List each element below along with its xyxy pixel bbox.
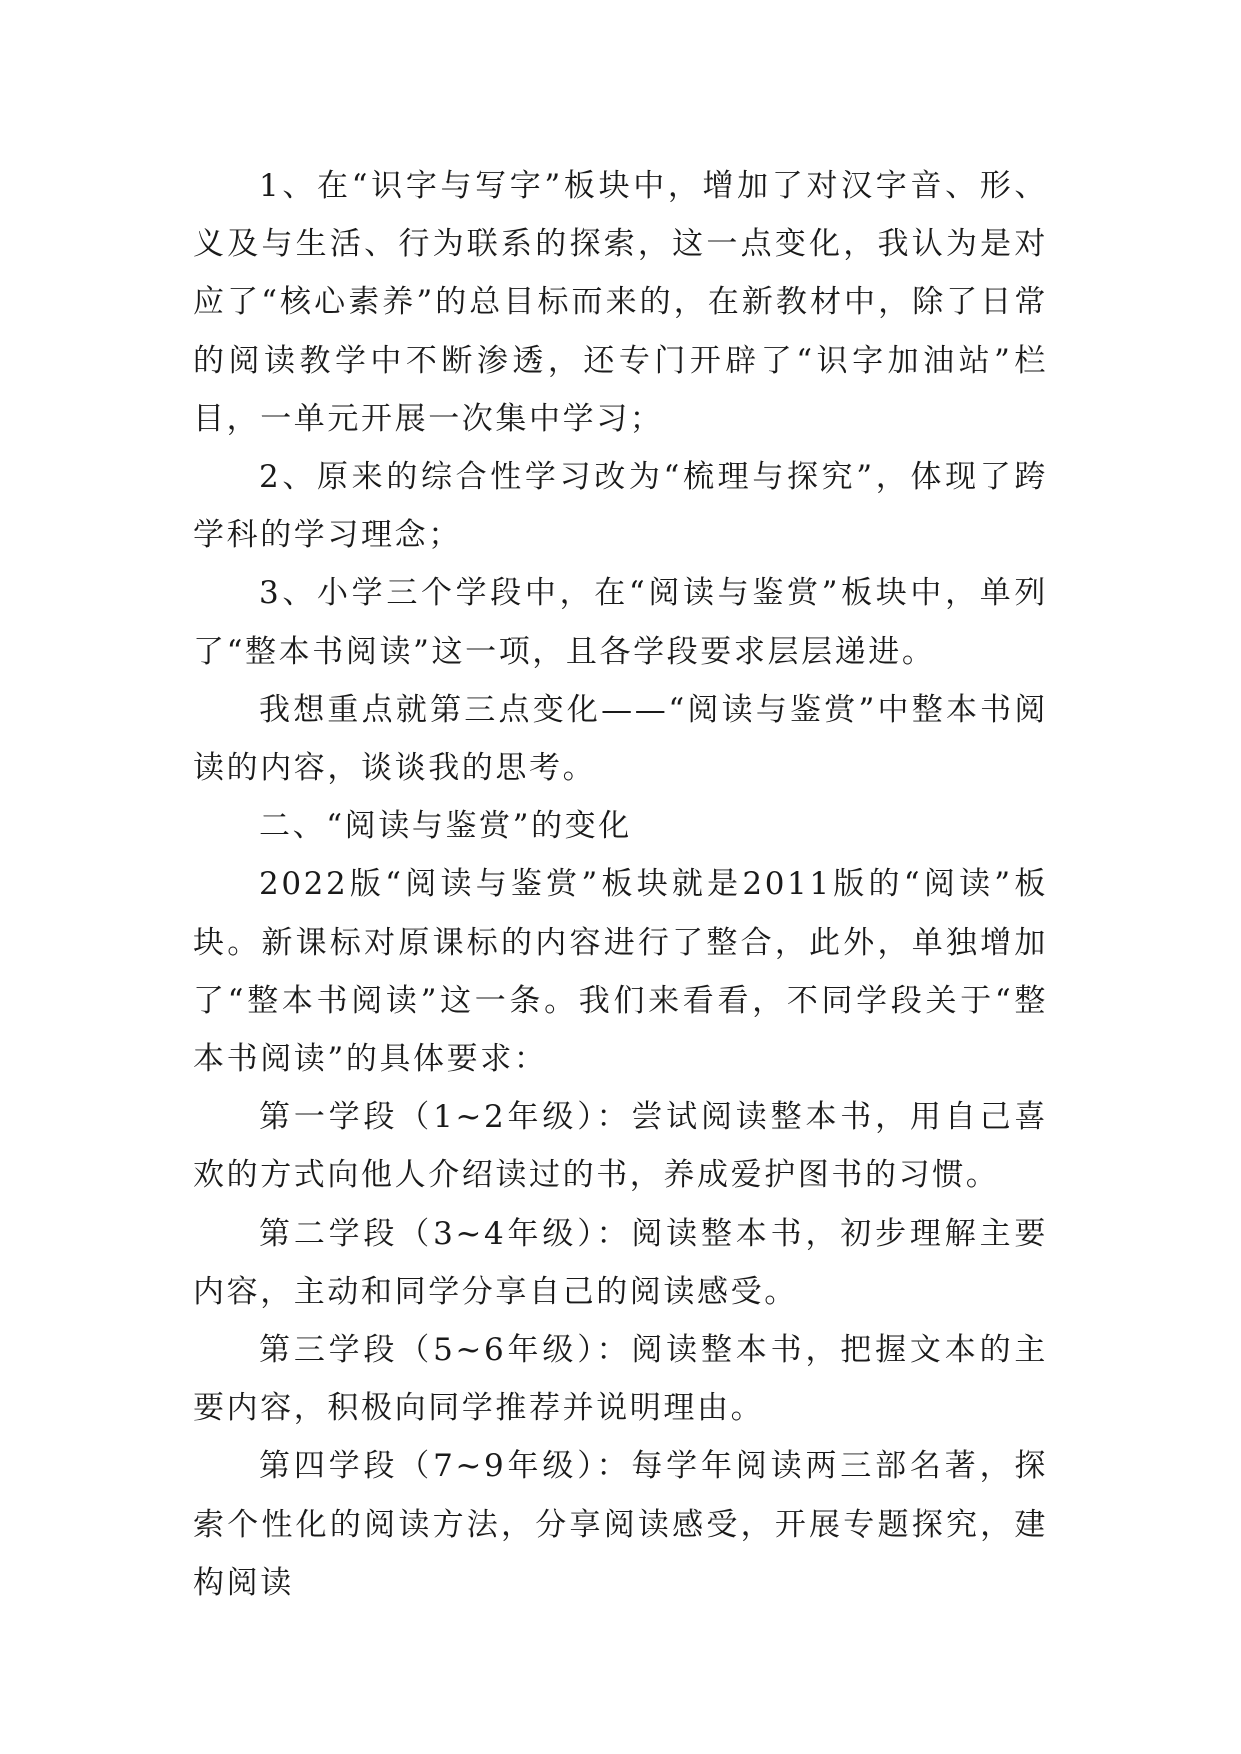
paragraph-reading-appreciation: 3、小学三个学段中，在“阅读与鉴赏”板块中，单列了“整本书阅读”这一项，且各学段要求层层递进。	[193, 575, 1048, 670]
paragraph-2022-version: 2022版“阅读与鉴赏”板块就是2011版的“阅读”板块。新课标对原课标的内容进行了整合，此外，单独增加了“整本书阅读”这一条。我们来看看，不同学段关于“整本书阅读”的具体要求：	[193, 866, 1048, 1078]
paragraph-focus-statement: 我想重点就第三点变化——“阅读与鉴赏”中整本书阅读的内容，谈谈我的思考。	[193, 691, 1048, 787]
paragraph-stage-four: 第四学段（7~9年级）：每学年阅读两三部名著，探索个性化的阅读方法，分享阅读感受，开展专题探究，建构阅读	[193, 1448, 1048, 1601]
paragraph-stage-three: 第三学段（5~6年级）：阅读整本书，把握文本的主要内容，积极向同学推荐并说明理由。	[193, 1332, 1048, 1427]
paragraph-stage-one: 第一学段（1~2年级）：尝试阅读整本书，用自己喜欢的方式向他人介绍读过的书，养成爱护图书的习惯。	[193, 1099, 1048, 1194]
paragraph-sorting-exploration: 2、原来的综合性学习改为“梳理与探究”，体现了跨学科的学习理念；	[193, 459, 1048, 554]
paragraph-stage-two: 第二学段（3~4年级）：阅读整本书，初步理解主要内容，主动和同学分享自己的阅读感受。	[193, 1215, 1048, 1310]
document-body	[193, 157, 1048, 1612]
paragraph-literacy-writing: 1、在“识字与写字”板块中，增加了对汉字音、形、义及与生活、行为联系的探索，这一点变化，我认为是对应了“核心素养”的总目标而来的，在新教材中，除了日常的阅读教学中不断渗透，还专门开辟了“识字加油站”栏目，一单元开展一次集中学习；	[193, 168, 1048, 437]
section-heading: 二、“阅读与鉴赏”的变化	[259, 808, 632, 845]
